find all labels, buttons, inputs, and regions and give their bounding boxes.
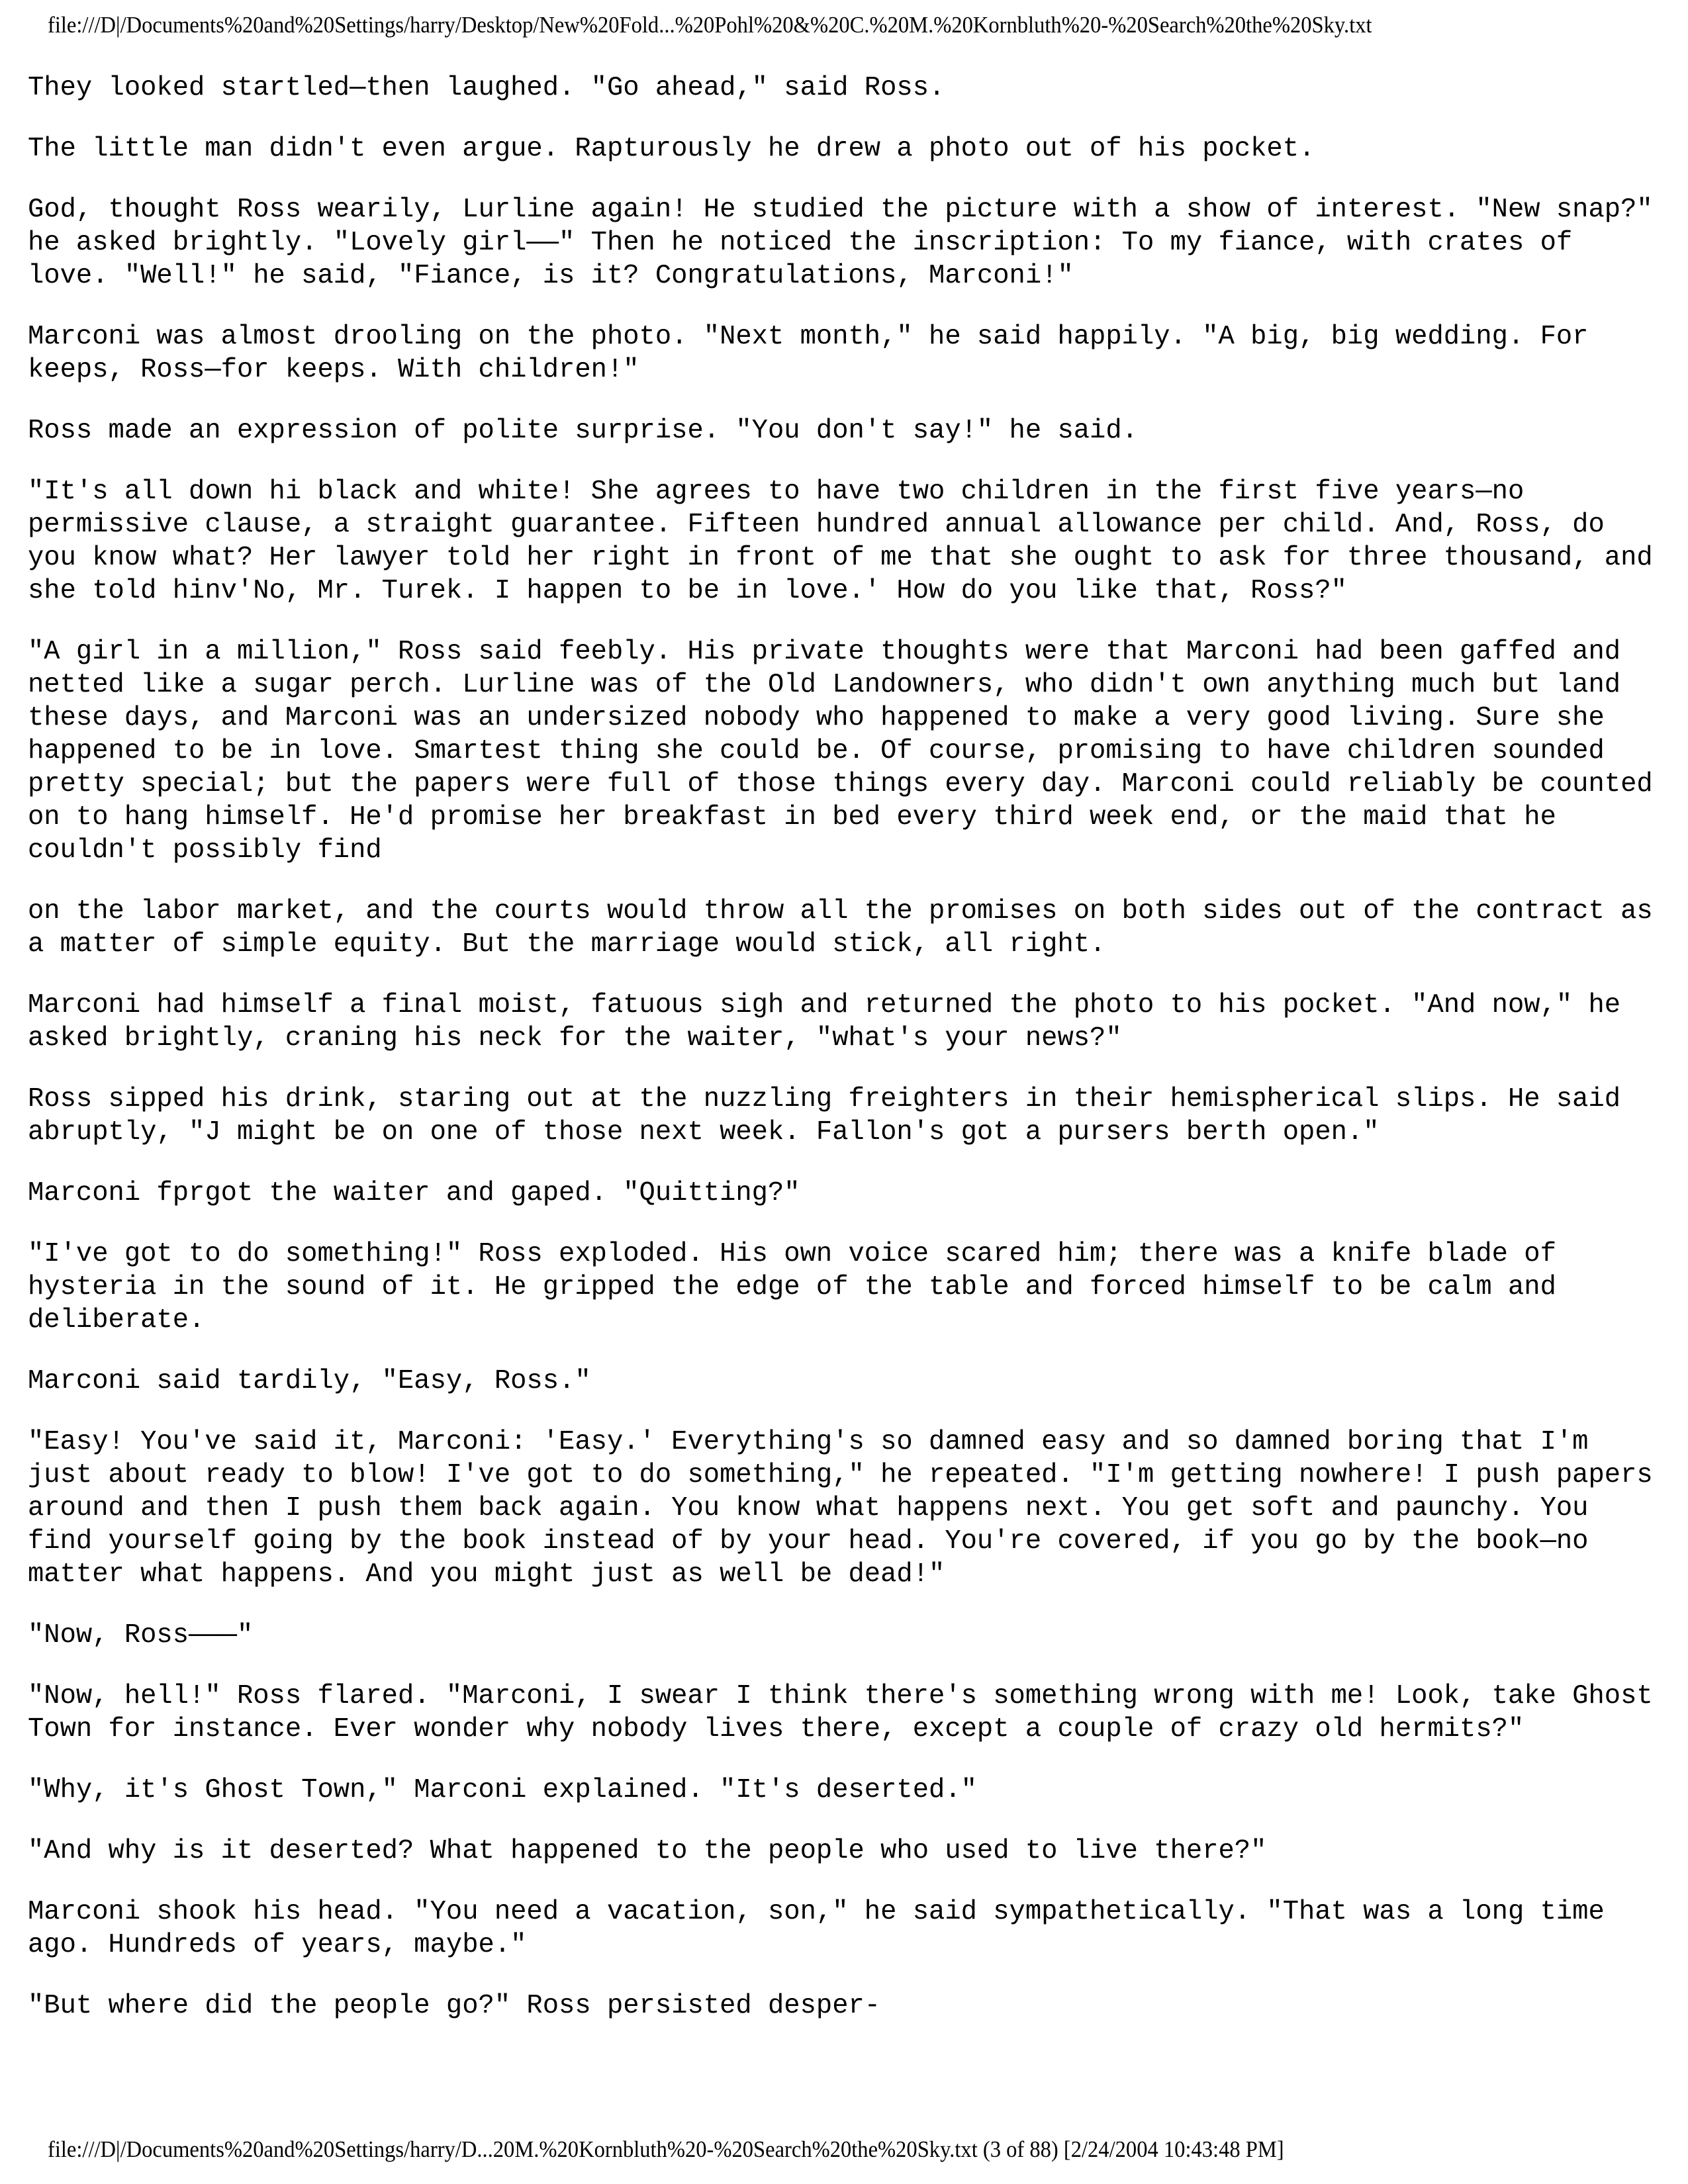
- page-header-path: file:///D|/Documents%20and%20Settings/harry/Desktop/New%20Fold...%20Pohl%20&%20C.%20M.%20Kornbluth%20-%20Search%20the%20Sky.txt: [48, 12, 1372, 38]
- paragraph: Marconi was almost drooling on the photo. "Next month," he said happily. "A big, big wedding. For keeps, Ross—for keeps. With children!": [28, 322, 1605, 385]
- paragraph: God, thought Ross wearily, Lurline again! He studied the picture with a show of interest. "New snap?" he asked brightly. "Lovely girl——" Then he noticed the inscription: To my fiance, with crates of love. "Well!" he said, "Fiance, is it? Congratulations, Marconi!": [28, 195, 1669, 291]
- paragraph: Marconi fprgot the waiter and gaped. "Quitting?": [28, 1178, 800, 1208]
- paragraph: "But where did the people go?" Ross persisted desper-: [28, 1991, 881, 2021]
- paragraph: "Why, it's Ghost Town," Marconi explained. "It's deserted.": [28, 1775, 977, 1805]
- paragraph: "And why is it deserted? What happened to the people who used to live there?": [28, 1836, 1267, 1866]
- paragraph: Marconi said tardily, "Easy, Ross.": [28, 1366, 591, 1396]
- paragraph: Marconi shook his head. "You need a vacation, son," he said sympathetically. "That was a long time ago. Hundreds of years, maybe.": [28, 1897, 1621, 1960]
- document-body: [28, 71, 1669, 2050]
- paragraph: Marconi had himself a final moist, fatuous sigh and returned the photo to his pocket. "And now," he asked brightly, craning his neck for the waiter, "what's your news?": [28, 990, 1637, 1054]
- paragraph: The little man didn't even argue. Rapturously he drew a photo out of his pocket.: [28, 134, 1315, 164]
- paragraph: "It's all down hi black and white! She agrees to have two children in the first five years—no permissive clause, a straight guarantee. Fifteen hundred annual allowance per child. And, Ross, do you know what? Her lawyer told her right in front of me that she ought to ask for three thousand, and she told hinv'No, Mr. Turek. I happen to be in love.' How do you like that, Ross?": [28, 477, 1669, 606]
- paragraph: on the labor market, and the courts would throw all the promises on both sides out of the contract as a matter of simple equity. But the marriage would stick, all right.: [28, 896, 1669, 960]
- paragraph: Ross made an expression of polite surprise. "You don't say!" he said.: [28, 416, 1138, 446]
- paragraph: Ross sipped his drink, staring out at the nuzzling freighters in their hemispherical slips. He said abruptly, "J might be on one of those next week. Fallon's got a pursers berth open.": [28, 1084, 1637, 1148]
- paragraph: "I've got to do something!" Ross exploded. His own voice scared him; there was a knife blade of hysteria in the sound of it. He gripped the edge of the table and forced himself to be calm and deliberate.: [28, 1239, 1573, 1336]
- paragraph: "A girl in a million," Ross said feebly. His private thoughts were that Marconi had been gaffed and netted like a sugar perch. Lurline was of the Old Landowners, who didn't own anything much but land these days, and Marconi was an undersized nobody who happened to make a very good living. Sure she happened to be in love. Smartest thing she could be. Of course, promising to have children sounded pretty special; but the papers were full of those things every day. Marconi could reliably be counted on to hang himself. He'd promise her breakfast in bed every third week end, or the maid that he couldn't possibly find: [28, 637, 1669, 866]
- page-footer-path: file:///D|/Documents%20and%20Settings/harry/D...20M.%20Kornbluth%20-%20Search%20the%20Sky.txt (3 of 88) [2/24/2004 10:43:48 PM]: [48, 2136, 1284, 2162]
- paragraph: "Easy! You've said it, Marconi: 'Easy.' Everything's so damned easy and so damned boring that I'm just about ready to blow! I've got to do something," he repeated. "I'm getting nowhere! I push papers around and then I push them back again. You know what happens next. You get soft and paunchy. You find yourself going by the book instead of by your head. You're covered, if you go by the book—no matter what happens. And you might just as well be dead!": [28, 1427, 1669, 1590]
- paragraph: "Now, hell!" Ross flared. "Marconi, I swear I think there's something wrong with me! Look, take Ghost Town for instance. Ever wonder why nobody lives there, except a couple of crazy old hermits?": [28, 1681, 1669, 1745]
- paragraph: "Now, Ross———": [28, 1620, 254, 1651]
- paragraph: They looked startled—then laughed. "Go ahead," said Ross.: [28, 73, 945, 103]
